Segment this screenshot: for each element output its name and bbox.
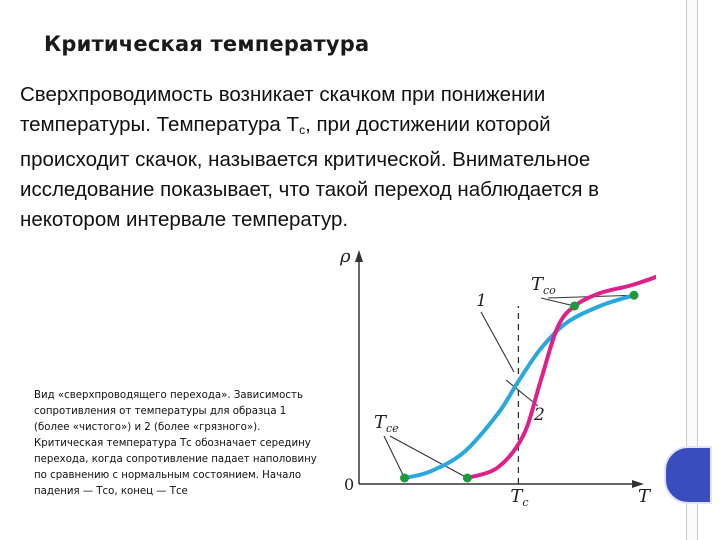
figure-caption: Вид «сверхпроводящего перехода». Зависимость сопротивления от температуры для образца 1 (более «чистого») и 2 (более «грязного»). Критическая температура Тс обозначает середину перехода, когда сопротивление падает наполовину по сравнению с нормальным состоянием. Начало падения — Тсо, конец — Тсе	[34, 390, 317, 497]
series-2-label: 2	[534, 405, 545, 425]
paragraph-part-2: , при достижении которой происходит скачок, называется критической. Внимательное исследование показывает, что такой переход наблюдается в некотором интервале температур.	[20, 113, 600, 231]
transition-markers	[400, 291, 639, 483]
slide-nav-tab[interactable]	[664, 446, 712, 504]
transition-marker	[400, 474, 409, 483]
series-2-curve	[405, 295, 635, 478]
series-1-label: 1	[476, 291, 487, 311]
pointer-line	[541, 298, 575, 306]
resistance-temperature-chart	[326, 240, 656, 510]
x-axis-label: T	[638, 486, 651, 507]
origin-label: 0	[344, 475, 355, 494]
paragraph-subscript: с	[299, 123, 306, 137]
tc-end-label: $T_{ce}$	[374, 412, 399, 435]
pointer-line	[481, 312, 514, 372]
transition-marker	[630, 291, 639, 300]
y-axis-arrow	[355, 250, 363, 262]
y-axis-label: ρ	[340, 246, 351, 267]
chart-axes	[355, 250, 644, 488]
series-1-curve	[467, 252, 656, 478]
slide-title: Критическая температура	[44, 32, 370, 56]
transition-marker	[570, 302, 579, 311]
label-pointer-lines	[384, 295, 634, 478]
tc-label: $T_c$	[510, 486, 529, 509]
paragraph-part-1: Сверхпроводимость возникает скачком при понижении температуры. Температура Т	[20, 83, 546, 136]
tc-onset-label: $T_{co}$	[531, 274, 556, 297]
slide-paragraph	[20, 80, 660, 235]
transition-marker	[463, 474, 472, 483]
